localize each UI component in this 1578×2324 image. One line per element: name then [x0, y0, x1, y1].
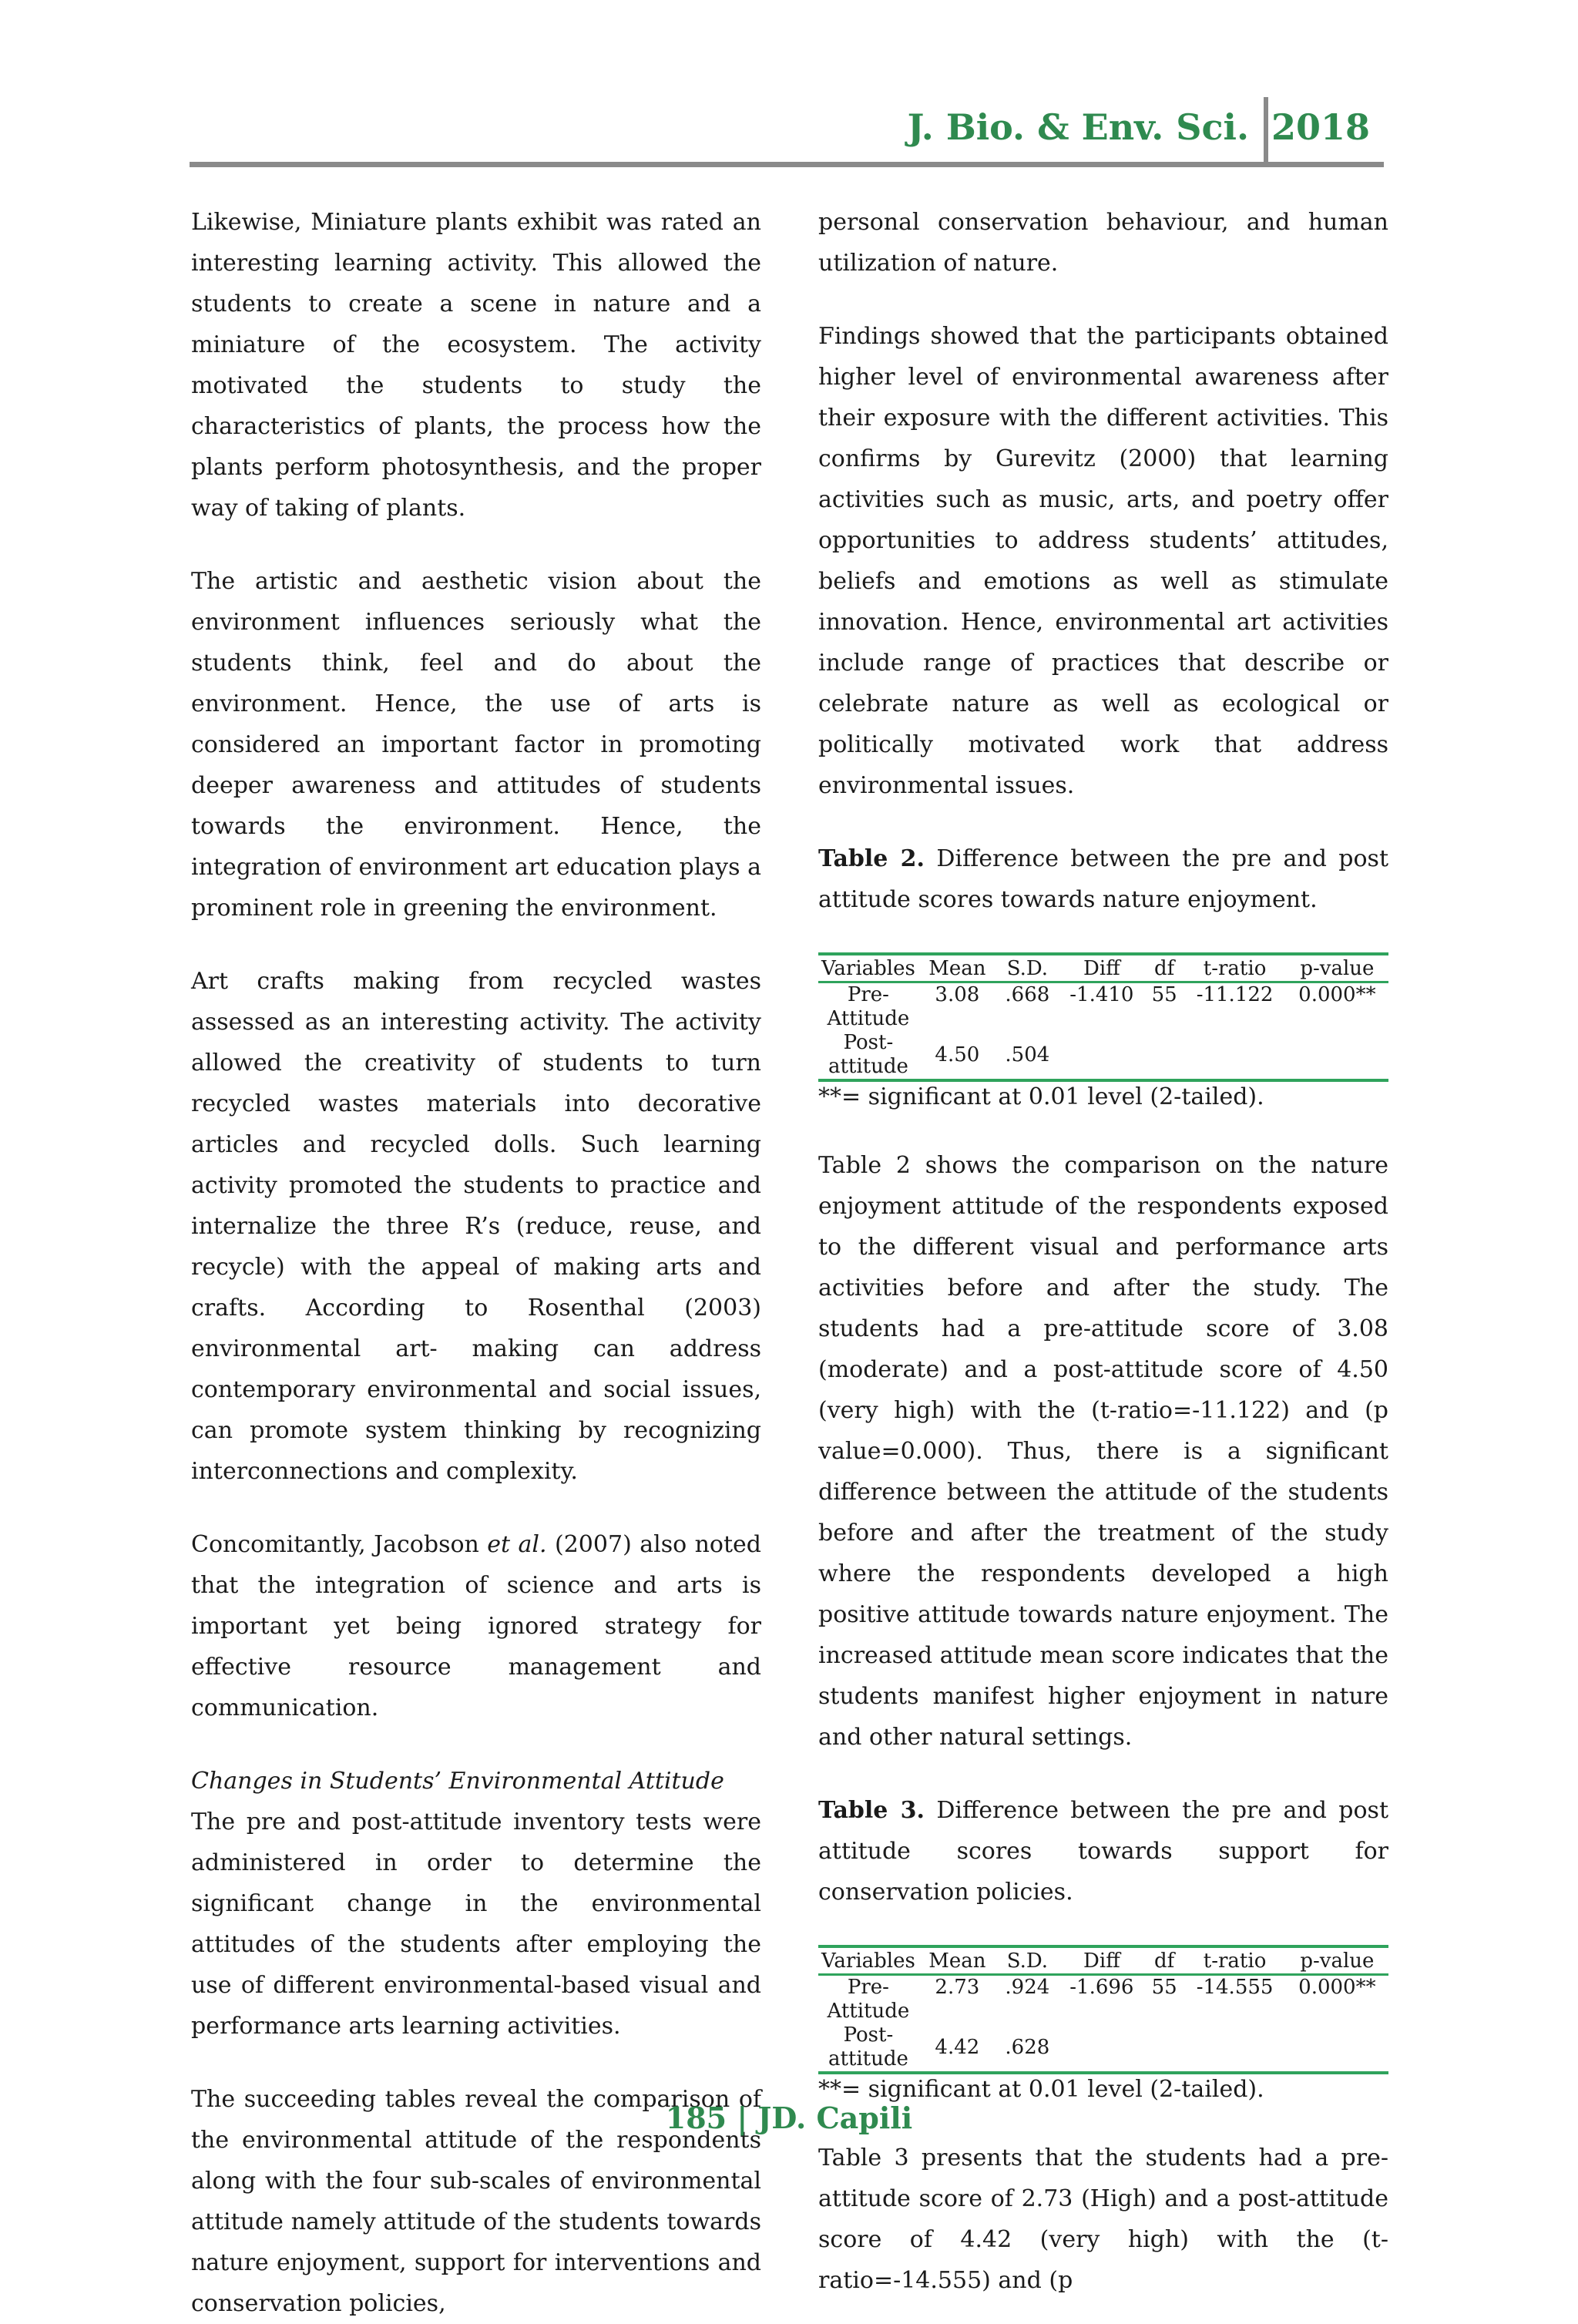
table-2-label: Table 2. [818, 845, 925, 872]
header-divider [1264, 97, 1268, 162]
journal-title: J. Bio. & Env. Sci. [907, 106, 1249, 148]
paragraph: Table 3 presents that the students had a pre-attitude score of 2.73 (High) and a post-attitude score of 4.42 (very high) with the (t-ratio=-14.555) and (p [818, 2144, 1388, 2294]
journal-year: 2018 [1271, 106, 1370, 148]
table-row: Pre-Attitude 3.08 .668 -1.410 55 -11.122 0.000** [827, 983, 1376, 1030]
running-header [190, 97, 1384, 167]
paragraph: Likewise, Miniature plants exhibit was rated an interesting learning activity. This allowed the students to create a scene in nature and a miniature of the ecosystem. The activity motivated the students to study the characteristics of plants, the process how the plants perform photosynthesis, and the proper way of taking of plants. [191, 209, 761, 522]
table-3-note: **= significant at 0.01 level (2-tailed). [818, 2076, 1264, 2103]
section-subheading: Changes in Students’ Environmental Attitude [191, 1768, 724, 1795]
table-header-row: Variables Mean S.D. Diff df t-ratio p-value [818, 1946, 1388, 1975]
left-column [191, 202, 761, 2324]
table-2-caption: Table 2. Difference between the pre and post attitude scores towards nature enjoyment. [818, 845, 1389, 913]
table-row: Pre-Attitude 2.73 .924 -1.696 55 -14.555 0.000** [827, 1976, 1376, 2023]
page-footer: 185 | JD. Capili [665, 2101, 913, 2135]
paragraph: The succeeding tables reveal the comparison of the environmental attitude of the respondents along with the four sub-scales of environmental attitude namely attitude of the students towards nature enjoyment, support for interventions and conservation policies, [191, 2086, 761, 2317]
paragraph: personal conservation behaviour, and human utilization of nature. [818, 209, 1388, 277]
paragraph: Table 2 shows the comparison on the nature enjoyment attitude of the respondents exposed to the different visual and performance arts activities before and after the study. The students had a pre-attitude score of 3.08 (moderate) and a post-attitude score of 4.50 (very high) with the (t-ratio=-11.122) and (p value=0.000). Thus, there is a significant difference between the attitude of the students before and after the treatment of the study where the respondents developed a high positive attitude towards nature enjoyment. The increased attitude mean score indicates that the students manifest higher enjoyment in nature and other natural settings. [818, 1152, 1388, 1751]
table-2 [818, 952, 1388, 1082]
table-3 [818, 1945, 1388, 2074]
table-2-note: **= significant at 0.01 level (2-tailed). [818, 1083, 1264, 1110]
paragraph: Concomitantly, Jacobson et al. (2007) also noted that the integration of science and arts is important yet being ignored strategy for effective resource management and communication. [191, 1531, 761, 1721]
paragraph: Findings showed that the participants obtained higher level of environmental awareness after their exposure with the different activities. This confirms by Gurevitz (2000) that learning activities such as music, arts, and poetry offer opportunities to address students’ attitudes, beliefs and emotions as well as stimulate innovation. Hence, environmental art activities include range of practices that describe or celebrate nature as well as ecological or politically motivated work that address environmental issues. [818, 323, 1388, 799]
table-header-row: Variables Mean S.D. Diff df t-ratio p-value [818, 954, 1388, 982]
et-al: et al. [487, 1531, 547, 1558]
table-row: Post-attitude 4.50 .504 [828, 1031, 1050, 1078]
paragraph: The pre and post-attitude inventory tests were administered in order to determine the significant change in the environmental attitudes of the students after employing the use of different environmental-based visual and performance arts learning activities. [191, 1808, 761, 2040]
table-3-label: Table 3. [818, 1797, 925, 1824]
table-row: Post-attitude 4.42 .628 [828, 2023, 1050, 2070]
right-column [818, 202, 1388, 2301]
paragraph: The artistic and aesthetic vision about the environment influences seriously what the students think, feel and do about the environment. Hence, the use of arts is considered an important factor in promoting deeper awareness and attitudes of students towards the environment. Hence, the integration of environment art education plays a prominent role in greening the environment. [191, 568, 761, 922]
paragraph: Art crafts making from recycled wastes assessed as an interesting activity. The activity allowed the creativity of students to turn recycled wastes materials into decorative articles and recycled dolls. Such learning activity promoted the students to practice and internalize the three R’s (reduce, reuse, and recycle) with the appeal of making arts and crafts. According to Rosenthal (2003) environmental art- making can address contemporary environmental and social issues, can promote system thinking by recognizing interconnections and complexity. [191, 968, 761, 1485]
table-3-caption: Table 3. Difference between the pre and post attitude scores towards support for conservation policies. [818, 1797, 1389, 1906]
